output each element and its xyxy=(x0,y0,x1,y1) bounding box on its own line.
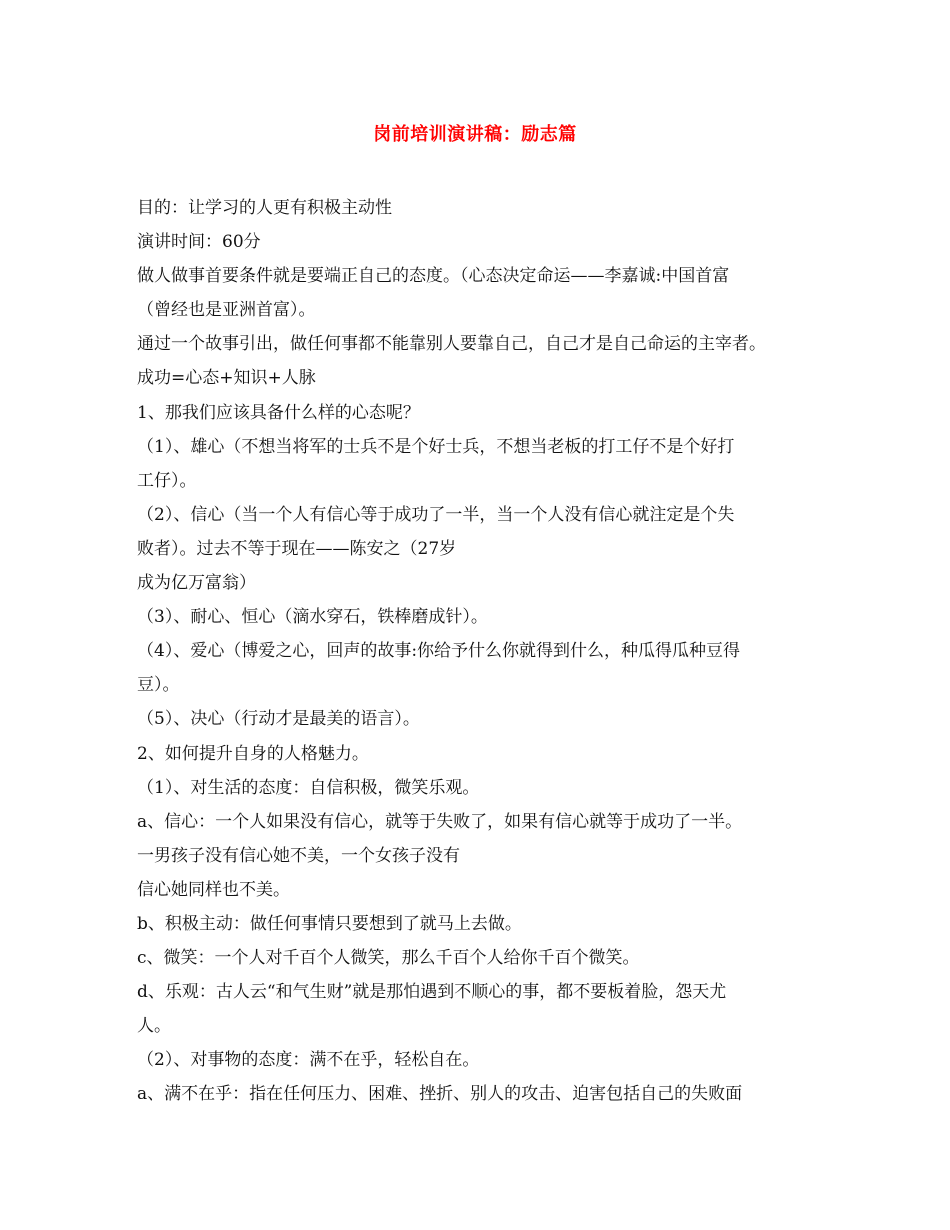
paragraph-line: d、乐观：古人云“和气生财”就是那怕遇到不顺心的事，都不要板着脸，怨天尤 xyxy=(137,982,727,1003)
document-body xyxy=(137,191,827,1112)
paragraph-line: 做人做事首要条件就是要端正自己的态度。（心态决定命运——李嘉诚:中国首富 xyxy=(137,266,730,287)
paragraph-line: （1）、雄心（不想当将军的士兵不是个好士兵，不想当老板的打工仔不是个好打 xyxy=(137,436,735,457)
paragraph-line: （1）、对生活的态度：自信积极，微笑乐观。 xyxy=(137,777,480,798)
paragraph-line: a、信心：一个人如果没有信心，就等于失败了，如果有信心就等于成功了一半。 xyxy=(137,811,743,832)
paragraph-line: 一男孩子没有信心她不美，一个女孩子没有 xyxy=(137,845,460,866)
paragraph-line: 1、那我们应该具备什么样的心态呢？ xyxy=(137,402,420,423)
paragraph-line: （5）、决心（行动才是最美的语言）。 xyxy=(137,709,420,730)
paragraph-line: 豆）。 xyxy=(137,675,180,696)
paragraph-line: 工仔）。 xyxy=(137,470,197,491)
paragraph-line: c、微笑：一个人对千百个人微笑，那么千百个人给你千百个微笑。 xyxy=(137,948,640,969)
paragraph-line: 目的：让学习的人更有积极主动性 xyxy=(137,198,392,218)
paragraph-line: 通过一个故事引出，做任何事都不能靠别人要靠自己，自己才是自己命运的主宰者。 xyxy=(137,334,766,355)
paragraph-line: a、满不在乎：指在任何压力、困难、挫折、别人的攻击、迫害包括自己的失败面 xyxy=(137,1084,743,1105)
paragraph-line: （3）、耐心、恒心（滴水穿石，铁棒磨成针）。 xyxy=(137,607,488,628)
paragraph-line: 成为亿万富翁） xyxy=(137,573,256,594)
paragraph-line: 演讲时间：60分 xyxy=(137,232,261,253)
paragraph-line: 败者）。过去不等于现在——陈安之（27岁 xyxy=(137,538,457,559)
paragraph-line: 信心她同样也不美。 xyxy=(137,879,290,900)
paragraph-line: b、积极主动：做任何事情只要想到了就马上去做。 xyxy=(137,913,522,934)
paragraph-line: 2、如何提升自身的人格魅力。 xyxy=(137,743,369,764)
paragraph-line: 人。 xyxy=(137,1016,171,1037)
paragraph-line: 成功=心态+知识+人脉 xyxy=(137,368,316,389)
paragraph-line: （2）、信心（当一个人有信心等于成功了一半，当一个人没有信心就注定是个失 xyxy=(137,504,735,525)
paragraph-line: （4）、爱心（博爱之心，回声的故事:你给予什么你就得到什么，种瓜得瓜种豆得 xyxy=(137,641,741,662)
paragraph-line: （2）、对事物的态度：满不在乎，轻松自在。 xyxy=(137,1050,480,1071)
paragraph-line: （曾经也是亚洲首富）。 xyxy=(137,300,316,321)
document-title: 岗前培训演讲稿：励志篇 xyxy=(373,124,577,145)
